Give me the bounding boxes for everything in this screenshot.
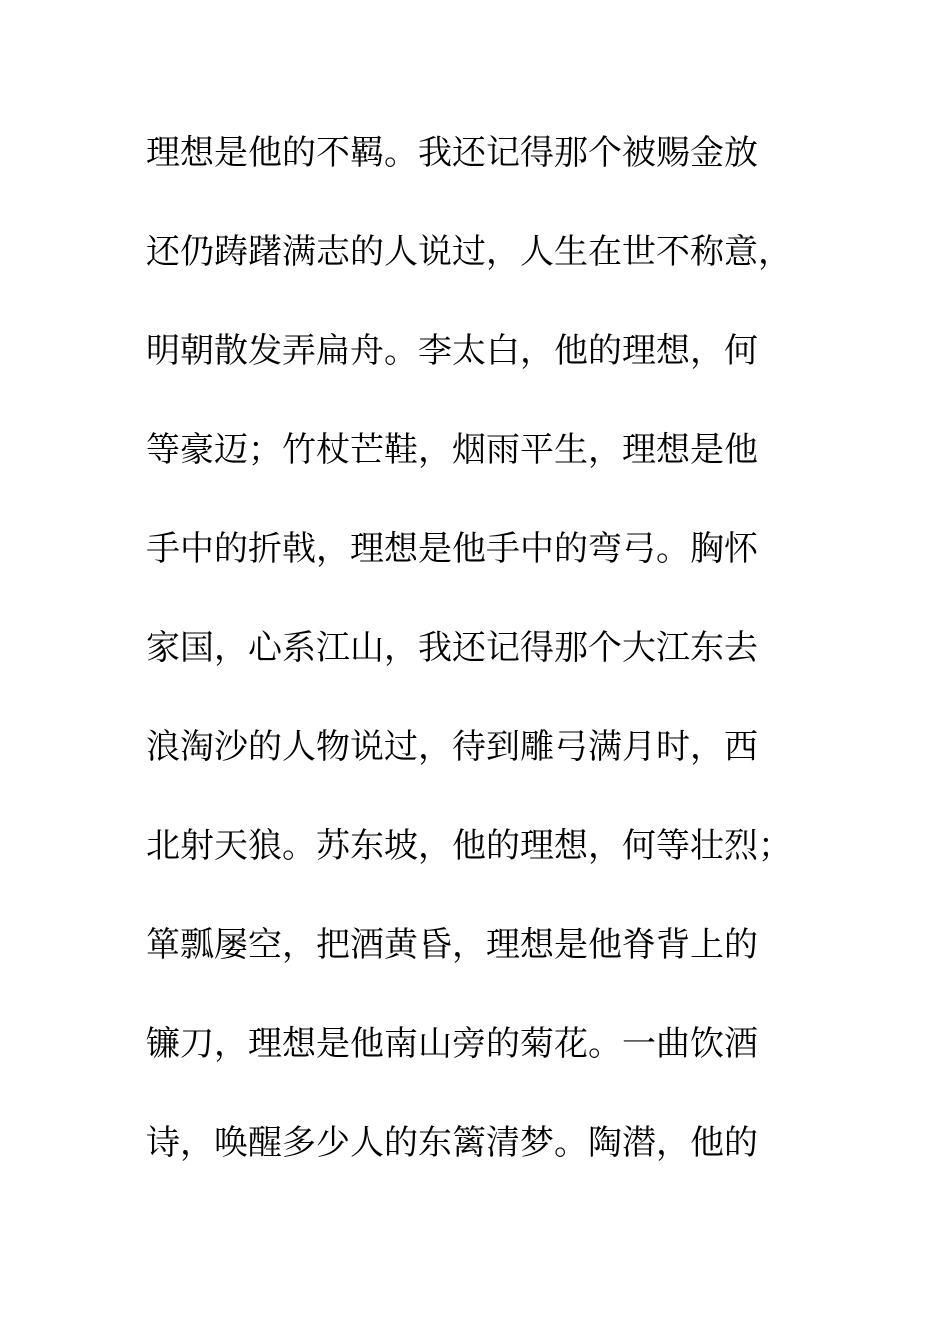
text-line: 手中的折戟，理想是他手中的弯弓。胸怀 <box>146 529 758 569</box>
body-text <box>146 123 846 1212</box>
text-line: 镰刀，理想是他南山旁的菊花。一曲饮酒 <box>146 1024 758 1064</box>
text-line: 浪淘沙的人物说过，待到雕弓满月时，西 <box>146 727 758 767</box>
text-line: 家国，心系江山，我还记得那个大江东去 <box>146 628 758 668</box>
text-line: 理想是他的不羁。我还记得那个被赐金放 <box>146 133 758 173</box>
text-line: 诗，唤醒多少人的东篱清梦。陶潜，他的 <box>146 1123 758 1163</box>
text-line: 箪瓢屡空，把酒黄昏，理想是他脊背上的 <box>146 925 758 965</box>
text-line: 还仍踌躇满志的人说过，人生在世不称意， <box>146 232 792 272</box>
text-line: 等豪迈；竹杖芒鞋，烟雨平生，理想是他 <box>146 430 758 470</box>
text-line: 北射天狼。苏东坡，他的理想，何等壮烈； <box>146 826 792 866</box>
text-line: 明朝散发弄扁舟。李太白，他的理想，何 <box>146 331 758 371</box>
